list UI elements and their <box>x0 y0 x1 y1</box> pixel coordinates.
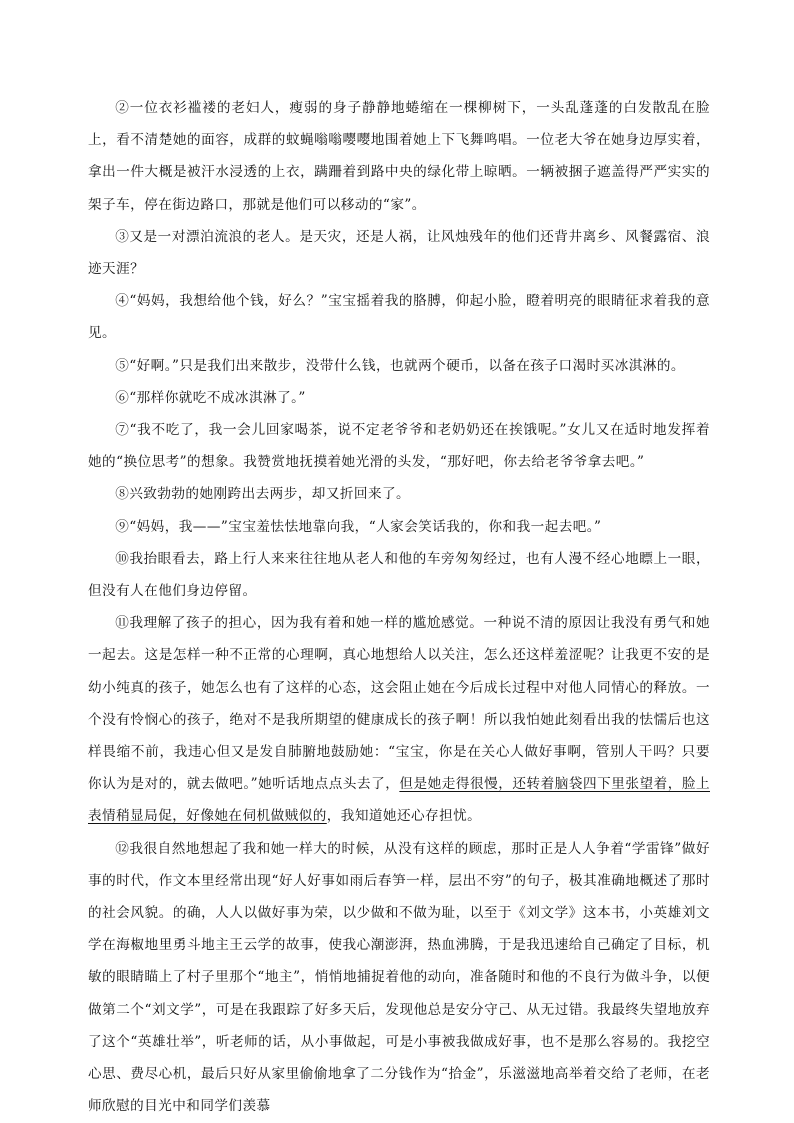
paragraph-6: ⑥“那样你就吃不成冰淇淋了。” <box>115 389 306 406</box>
paragraph-11 <box>88 607 710 832</box>
paragraph-7: ⑦“我不吃了，我一会儿回家喝茶，说不定老爷爷和老奶奶还在挨饿呢。”女儿又在适时地发挥着她的“换位思考”的想象。我赞赏地抚摸着她光滑的头发，“那好吧，你去给老爷爷拿去吧。” <box>88 422 710 471</box>
document-body <box>88 92 710 1123</box>
paragraph-8: ⑧兴致勃勃的她刚跨出去两步，却又折回来了。 <box>115 486 411 503</box>
paragraph-3: ③又是一对漂泊流浪的老人。是天灾，还是人祸，让风烛残年的他们还背井离乡、风餐露宿、浪迹天涯？ <box>88 228 710 278</box>
paragraph-11-tail: ，我知道她还心存担忧。 <box>326 808 482 825</box>
paragraph-4: ④“妈妈，我想给他个钱，好么？”宝宝摇着我的胳膊，仰起小脸，瞪着明亮的眼睛征求着我的意见。 <box>88 293 710 342</box>
paragraph-10: ⑩我抬眼看去，路上行人来来往往地从老人和他的车旁匆匆经过，也有人漫不经心地瞟上一眼，但没有人在他们身边停留。 <box>88 550 710 600</box>
paragraph-12: ⑫我很自然地想起了我和她一样大的时候，从没有这样的顾虑，那时正是人人争着“学雷锋”做好事的时代，作文本里经常出现“好人好事如雨后春笋一样，层出不穷”的句子，极其准确地概述了那时的社会风貌。的确，人人以做好事为荣，以少做和不做为耻，以至于《刘文学》这本书，小英雄刘文学在海椒地里勇斗地主王云学的故事，使我心潮澎湃，热血沸腾，于是我迅速给自己确定了目标，机敏的眼睛瞄上了村子里那个“地主”，悄悄地捕捉着他的动向，准备随时和他的不良行为做斗争，以便做第二个“刘文学”，可是在我跟踪了好多天后，发现他总是安分守己、从无过错。我最终失望地放弃了这个“英雄壮举”，听老师的话，从小事做起，可是小事被我做成好事，也不是那么容易的。我挖空心思、费尽心机，最后只好从家里偷偷地拿了二分钱作为“拾金”，乐滋滋地高举着交给了老师，在老师欣慰的目光中和同学们羡慕 <box>88 840 710 1115</box>
paragraph-9: ⑨“妈妈，我——”宝宝羞怯怯地靠向我，“人家会笑话我的，你和我一起去吧。” <box>115 518 602 535</box>
paragraph-5: ⑤“好啊。”只是我们出来散步，没带什么钱，也就两个硬币，以备在孩子口渴时买冰淇淋的。 <box>115 357 685 374</box>
paragraph-2: ②一位衣衫褴褛的老妇人，瘦弱的身子静静地蜷缩在一棵柳树下，一头乱蓬蓬的白发散乱在脸上，看不清楚她的面容，成群的蚊蝇嗡嗡嘤嘤地围着她上下飞舞鸣唱。一位老大爷在她身边厚实着，拿出一件大概是被汗水浸透的上衣，蹒跚着到路中央的绿化带上晾晒。一辆被捆子遮盖得严严实实的架子车，停在街边路口，那就是他们可以移动的“家”。 <box>88 100 710 213</box>
paragraph-11-text: ⑪我理解了孩子的担心，因为我有着和她一样的尴尬感觉。一种说不清的原因让我没有勇气和她一起去。这是怎样一种不正常的心理啊，真心地想给人以关注，怎么还这样羞涩呢？让我更不安的是幼小纯真的孩子，她怎么也有了这样的心态，这会阻止她在今后成长过程中对他人同情心的释放。一个没有怜悯心的孩子，绝对不是我所期望的健康成长的孩子啊！所以我怕她此刻看出我的怯懦后也这样畏缩不前，我违心但又是发自肺腑地鼓励她：“宝宝，你是在关心人做好事啊，管别人干吗？只要你认为是对的，就去做吧。”她听话地点点头去了， <box>88 615 710 793</box>
underlined-sentence: 但是她走得很慢，还转着脑袋四下里张望着，脸上表情稍显局促，好像她在伺机做贼似的 <box>88 776 710 825</box>
